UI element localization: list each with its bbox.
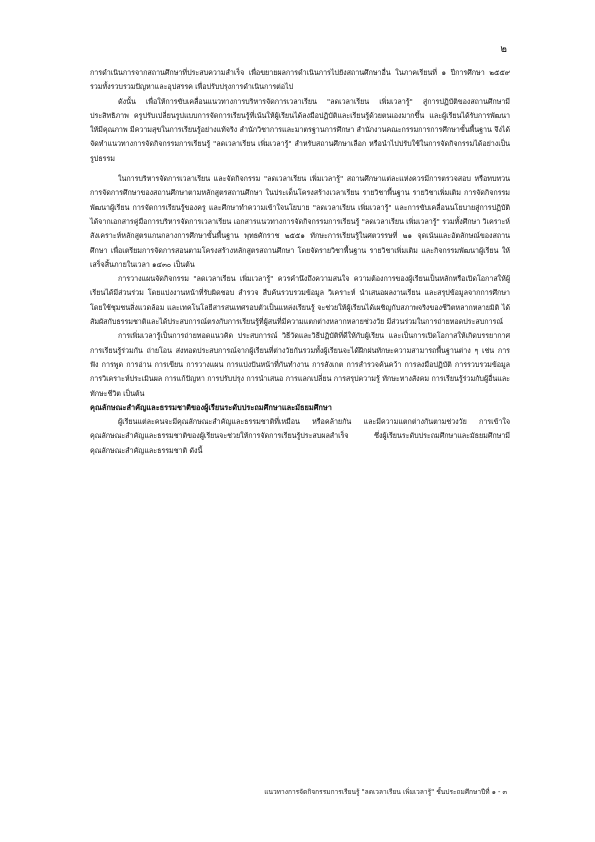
page-number: ๒	[500, 44, 507, 55]
paragraph-activity-planning: การวางแผนจัดกิจกรรม "ลดเวลาเรียน เพิ่มเวลารู้" ควรคำนึงถึงความสนใจ ความต้องการของผู้เรียนเป็นหลักหรือเปิดโอกาสให้ผู้เรียนได้มีส่วนร่วม โดยแบ่งงานหน้าที่รับผิดชอบ สำรวจ สืบค้นรวบรวมข้อมูล วิเคราะห์ นำเสนอผลงานเรียน และสรุปข้อมูลจากการศึกษาโดยใช้ชุมชนสิ่งแวดล้อม และเทคโนโลยีสารสนเทศรอบตัวเป็นแหล่งเรียนรู้ จะช่วยให้ผู้เรียนได้เผชิญกับสภาพจริงของชีวิตหลากหลายมิติ ได้สัมผัสกับธรรมชาติและได้ประสบการณ์ตรงกับการเรียนรู้ที่ผู้สนที่มีความแตกต่างหลากหลายช่วงวัย มีส่วนร่วมในการถ่ายทอดประสบการณ์	[90, 274, 510, 327]
paragraph-continuation: การดำเนินการจากสถานศึกษาที่ประสบความสำเร็จ เพื่อขยายผลการดำเนินการไปยังสถานศึกษาอื่น ในภาคเรียนที่ ๑ ปีการศึกษา ๒๕๕๙ รวมทั้งรวบรวมปัญหาและอุปสรรค เพื่อปรับปรุงการดำเนินการต่อไป	[90, 68, 510, 92]
paragraph-time-management: ในการบริหารจัดการเวลาเรียน และจัดกิจกรรม "ลดเวลาเรียน เพิ่มเวลารู้" สถานศึกษาแต่ละแห่งควรมีการตรวจสอบ หรือทบทวนการจัดการศึกษาของสถานศึกษาตามหลักสูตรสถานศึกษา ในประเด็นโครงสร้างเวลาเรียน รายวิชาพื้นฐาน รายวิชาเพิ่มเติม การจัดกิจกรรมพัฒนาผู้เรียน การจัดการเรียนรู้ของครู และศึกษาทำความเข้าใจนโยบาย "ลดเวลาเรียน เพิ่มเวลารู้" และการขับเคลื่อนนโยบายสู่การปฏิบัติได้จากเอกสารคู่มือการบริหารจัดการเวลาเรียน เอกสารแนวทางการจัดกิจกรรมการเรียนรู้ "ลดเวลาเรียน เพิ่มเวลารู้" รวมทั้งศึกษา วิเคราะห์ สังเคราะห์หลักสูตรแกนกลางการศึกษาขั้นพื้นฐาน พุทธศักราช ๒๕๕๑ ทักษะการเรียนรู้ในศตวรรษที่ ๒๑ จุดเน้นและอัตลักษณ์ของสถานศึกษา เพื่อเตรียมการจัดการสอนตามโครงสร้างหลักสูตรสถานศึกษา โดยจัดรายวิชาพื้นฐาน รายวิชาเพิ่มเติม และกิจกรรมพัฒนาผู้เรียน ให้เสร็จสิ้นภายในเวลา ๑๔๓๐ เป็นต้น	[90, 174, 510, 269]
page-footer: แนวทางการจัดกิจกรรมการเรียนรู้ "ลดเวลาเรียน เพิ่มเวลารู้" ชั้นประถมศึกษาปีที่ ๑ - ๓	[264, 788, 507, 796]
document-body	[90, 66, 510, 458]
paragraph-purpose: ดังนั้น เพื่อให้การขับเคลื่อนแนวทางการบริหารจัดการเวลาเรียน "ลดเวลาเรียน เพิ่มเวลารู้" สู่การปฏิบัติของสถานศึกษามีประสิทธิภาพ ครูปรับเปลี่ยนรูปแบบการจัดการเรียนรู้ที่เน้นให้ผู้เรียนได้ลงมือปฏิบัติและเรียนรู้ด้วยตนเองมากขึ้น และผู้เรียนได้รับการพัฒนาให้มีคุณภาพ มีความสุขในการเรียนรู้อย่างแท้จริง สำนักวิชาการและมาตรฐานการศึกษา สำนักงานคณะกรรมการการศึกษาขั้นพื้นฐาน จึงได้จัดทำแนวทางการจัดกิจกรรมการเรียนรู้ "ลดเวลาเรียน เพิ่มเวลารู้" สำหรับสถานศึกษาเลือก หรือนำไปปรับใช้ในการจัดกิจกรรมได้อย่างเป็นรูปธรรม	[90, 96, 510, 163]
paragraph-learning-time: การเพิ่มเวลารู้เป็นการถ่ายทอดแนวคิด ประสบการณ์ วิธีวัดและวิธีปฏิบัติที่ดีให้กับผู้เรียน และเป็นการเปิดโอกาสให้เกิดบรรยากาศการเรียนรู้ร่วมกัน ถ่ายโอน ส่งทอดประสบการณ์จากผู้เรียนที่ต่างวัยกันรวมทั้งผู้เรียนจะได้ฝึกฝนทักษะความสามารถพื้นฐานต่าง ๆ เช่น การฟัง การพูด การอ่าน การเขียน การวางแผน การแบ่งปันหน้าที่กันทำงาน การสังเกต การสำรวจค้นคว้า การลงมือปฏิบัติ การรวบรวมข้อมูล การวิเคราะห์ประเมินผล การแก้ปัญหา การปรับปรุง การนำเสนอ การแลกเปลี่ยน การสรุปความรู้ ทักษะทางสังคม การเรียนรู้ร่วมกับผู้อื่นและทักษะชีวิต เป็นต้น	[90, 331, 510, 398]
section-heading: คุณลักษณะสำคัญและธรรมชาติของผู้เรียนระดับประถมศึกษาและมัธยมศึกษา	[90, 402, 332, 412]
paragraph-learner-characteristics: ผู้เรียนแต่ละคนจะมีคุณลักษณะสำคัญและธรรมชาติที่เหมือน หรือคล้ายกัน และมีความแตกต่างกันตามช่วงวัย การเข้าใจคุณลักษณะสำคัญและธรรมชาติของผู้เรียนจะช่วยให้การจัดการเรียนรู้ประสบผลสำเร็จ ซึ่งผู้เรียนระดับประถมศึกษาและมัธยมศึกษามีคุณลักษณะสำคัญและธรรมชาติ ดังนี้	[90, 417, 510, 455]
